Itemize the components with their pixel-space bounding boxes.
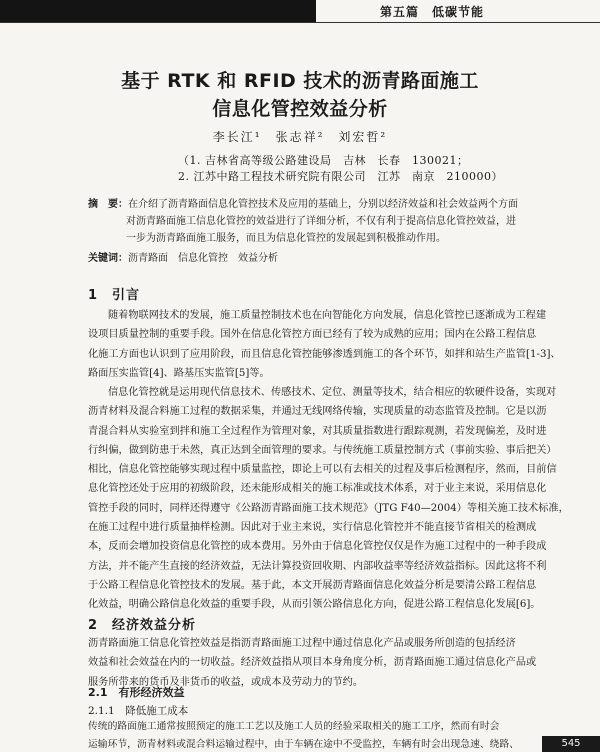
text-line: 效益和社会效益在内的一切收益。经济效益指从项目本身角度分析，沥青路面施工通过信息化产品或 xyxy=(88,657,537,669)
section-2-paragraph-2 xyxy=(88,712,578,734)
keywords xyxy=(88,249,278,264)
text-line: 在施工过程中进行质量抽样检测。因此对于业主来说，实行信息化管控并不能直接节省相关的检测成 xyxy=(88,522,537,534)
keywords-text: 沥青路面 信息化管控 效益分析 xyxy=(128,253,278,264)
keywords-label: 关键词： xyxy=(88,253,128,264)
text-line: 化效益，明确公路信息化效益的重要手段，从而引领公路信息化方向，促进公路工程信息化发展[6]。 xyxy=(88,599,541,611)
text-line: 设项目质量控制的重要手段。国外在信息化管控方面已经有了较为成熟的应用；国内在公路工程信息 xyxy=(88,329,537,341)
text-line: 息化管控还处于应用的初级阶段，还未能形成相关的施工标准或技术体系，对于业主来说，采用信息化 xyxy=(88,483,547,495)
text-line: 服务所带来的货币及非货币的收益，或成本及劳动力的节约。 xyxy=(88,676,364,688)
abstract-line: 对沥青路面施工信息化管控的效益进行了详细分析，不仅有利于提高信息化管控效益，进 xyxy=(126,216,516,227)
abstract xyxy=(88,196,560,247)
text-line: 随着物联网技术的发展，施工质量控制技术也在向智能化方向发展，信息化管控已逐渐成为工程建 xyxy=(108,310,547,321)
subsection-2-1-1-heading: 2.1.1 降低施工成本 xyxy=(88,705,189,717)
subsection-2-1-heading: 2.1 有形经济效益 xyxy=(88,686,185,699)
abstract-line: 在介绍了沥青路面信息化管控技术及应用的基础上，分别以经济效益和社会效益两个方面 xyxy=(128,199,518,210)
section-2-heading: 2 经济效益分析 xyxy=(88,618,197,633)
text-line: 于公路工程信息化管控技术的发展。基于此，本文开展沥青路面信息化效益分析是要清公路工程信息 xyxy=(88,579,537,591)
text-line: 运输环节，沥青材料或混合料运输过程中，由于车辆在途中不受监控，车辆有时会出现急速、绕路、 xyxy=(88,739,520,750)
header-bar xyxy=(0,0,316,22)
text-line: 行纠偏，做到防患于未然，真正达到全面管理的要求。与传统施工质量控制方式（事前实验、事后把关） xyxy=(88,444,557,456)
running-header xyxy=(0,0,600,23)
abstract-label: 摘 要： xyxy=(88,199,128,210)
abstract-line: 一步为沥青路面施工服务，而且为信息化管控的发展起到积极推动作用。 xyxy=(126,233,446,244)
text-line: 传统的路面施工通常按照预定的施工工艺以及施工人员的经验采取相关的施工工序，然而有时会 xyxy=(88,721,500,732)
text-line: 路面压实监管[4]、路基压实监管[5]等。 xyxy=(88,367,270,379)
authors: 李长江¹ 张志祥² 刘宏哲² xyxy=(212,130,388,144)
page-number: 545 xyxy=(542,736,600,752)
text-line: 沥青材料及混合料施工过程的数据采集，并通过无线网络传输，实现质量的动态监管及控制。它是以沥 xyxy=(88,406,547,418)
section-2-paragraph-2-cont xyxy=(88,738,578,752)
section-1-paragraph-2 xyxy=(88,383,578,615)
section-1-heading: 1 引言 xyxy=(88,288,141,303)
text-line: 相比，信息化管控能够实现过程中质量监控，即论上可以有去相关的过程及事后检测程序，然而，目前信 xyxy=(88,464,557,476)
text-line: 青混合料从实验室到拌和施工全过程作为管理对象，对其质量指数进行跟踪观测，若发现偏差，及时进 xyxy=(88,425,547,437)
section-1-paragraph-1 xyxy=(88,306,578,383)
affiliation-1: （1. 吉林省高等级公路建设局 吉林 长春 130021； xyxy=(178,154,469,167)
text-line: 管控手段的同时，同样还得遵守《公路沥青路面施工技术规范》（JTG F40—2004）等相关施工技术标准， xyxy=(88,502,569,514)
affiliation-2: 2. 江苏中路工程技术研究院有限公司 江苏 南京 210000） xyxy=(178,170,503,183)
text-line: 本，反而会增加投资信息化管控的成本费用。另外由于信息化管控仅仅是作为施工过程中的一种手段成 xyxy=(88,541,547,553)
text-line: 沥青路面施工信息化管控效益是指沥青路面施工过程中通过信息化产品或服务所创造的包括经济 xyxy=(88,638,516,649)
title-line-1: 基于 RTK 和 RFID 技术的沥青路面施工 xyxy=(121,70,479,92)
text-line: 化施工方面也认识到了应用阶段，而且信息化管控能够渗透到施工的各个环节，如拌和站生产监管[1-3]、 xyxy=(88,348,561,360)
section-label: 第五篇 低碳节能 xyxy=(380,5,485,19)
text-line: 信息化管控就是运用现代信息技术、传感技术、定位、测量等技术，结合相应的软硬件设备，实现对 xyxy=(108,387,557,398)
text-line: 方法，并不能产生直接的经济效益，无法计算投资回收期、内部收益率等经济效益指标。因此这将不利 xyxy=(88,560,547,572)
title-line-2: 信息化管控效益分析 xyxy=(212,98,388,120)
